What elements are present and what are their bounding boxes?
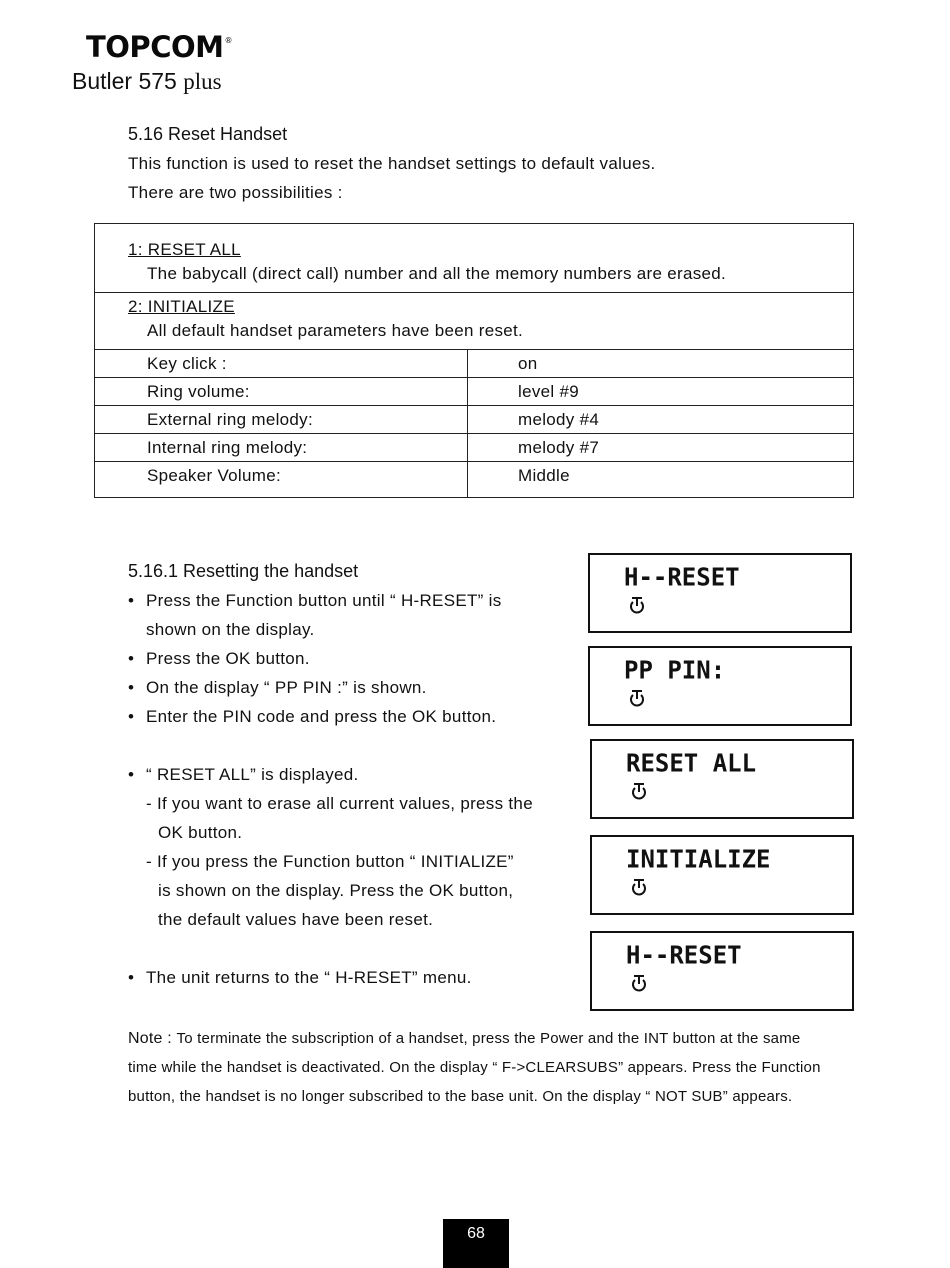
subsection-title: 5.16.1 Resetting the handset [128, 561, 359, 581]
note-line: button, the handset is no longer subscribed to the base unit. On the display “ NOT SUB” appears. [128, 1088, 793, 1105]
setting-value: on [468, 350, 854, 378]
option-initialize [95, 293, 854, 350]
setting-key: Ring volume: [95, 378, 468, 406]
handset-power-icon [630, 973, 648, 993]
lcd-display-reset-all [590, 739, 854, 819]
step-text: the default values have been reset. [158, 910, 434, 929]
lcd-display-pp-pin [588, 646, 852, 726]
brand-logo: TOPCOM® [86, 30, 232, 64]
table-row [95, 406, 854, 434]
lcd-display-initialize [590, 835, 854, 915]
section-title: 5.16 Reset Handset [128, 124, 288, 144]
bullet-marker: • [128, 765, 135, 784]
step-text: Enter the PIN code and press the OK button. [146, 707, 497, 726]
lcd-display-h-reset-return [590, 931, 854, 1011]
setting-value: Middle [468, 462, 854, 498]
handset-power-icon [628, 595, 646, 615]
table-row [95, 462, 854, 498]
handset-power-icon [630, 781, 648, 801]
step-text: The unit returns to the “ H-RESET” menu. [146, 968, 472, 987]
step-text: Press the OK button. [146, 649, 310, 668]
bullet-marker: • [128, 678, 135, 697]
bullet-marker: • [128, 649, 135, 668]
lcd-text: INITIALIZE [626, 844, 771, 874]
step-text: OK button. [158, 823, 243, 842]
model-name: Butler 575 plus [72, 68, 222, 94]
lcd-text: PP PIN: [624, 655, 726, 685]
setting-key: Speaker Volume: [95, 462, 468, 498]
step-text: - If you press the Function button “ INITIALIZE” [146, 852, 514, 871]
option-title: 2: INITIALIZE [128, 297, 235, 316]
note-line: time while the handset is deactivated. On the display “ F->CLEARSUBS” appears. Press the Function [128, 1059, 821, 1076]
bullet-marker: • [128, 968, 135, 987]
note-line: To terminate the subscription of a handset, press the Power and the INT button at the same [176, 1030, 801, 1047]
step-text: - If you want to erase all current values, press the [146, 794, 533, 813]
setting-key: Internal ring melody: [95, 434, 468, 462]
bullet-marker: • [128, 591, 135, 610]
note-block [128, 1024, 848, 1111]
section-intro-1: This function is used to reset the handset settings to default values. [128, 154, 656, 173]
reset-options-table [94, 223, 854, 498]
lcd-display-h-reset [588, 553, 852, 633]
handset-power-icon [630, 877, 648, 897]
lcd-text: H--RESET [626, 940, 742, 970]
step-text: is shown on the display. Press the OK button, [158, 881, 514, 900]
page-number: 68 [443, 1219, 509, 1268]
step-text: On the display “ PP PIN :” is shown. [146, 678, 427, 697]
step-text: shown on the display. [146, 620, 315, 639]
handset-power-icon [628, 688, 646, 708]
option-title: 1: RESET ALL [128, 240, 241, 259]
note-label: Note : [128, 1030, 177, 1047]
section-intro-2: There are two possibilities : [128, 183, 343, 202]
option-description: All default handset parameters have been reset. [147, 321, 524, 340]
step-text: “ RESET ALL” is displayed. [146, 765, 359, 784]
setting-value: melody #7 [468, 434, 854, 462]
lcd-text: RESET ALL [626, 748, 757, 778]
option-description: The babycall (direct call) number and all the memory numbers are erased. [147, 264, 727, 283]
setting-key: External ring melody: [95, 406, 468, 434]
setting-key: Key click : [95, 350, 468, 378]
lcd-text: H--RESET [624, 562, 740, 592]
table-row [95, 350, 854, 378]
step-text: Press the Function button until “ H-RESET” is [146, 591, 502, 610]
option-reset-all [95, 224, 854, 293]
setting-value: level #9 [468, 378, 854, 406]
table-row [95, 434, 854, 462]
table-row [95, 378, 854, 406]
setting-value: melody #4 [468, 406, 854, 434]
bullet-marker: • [128, 707, 135, 726]
